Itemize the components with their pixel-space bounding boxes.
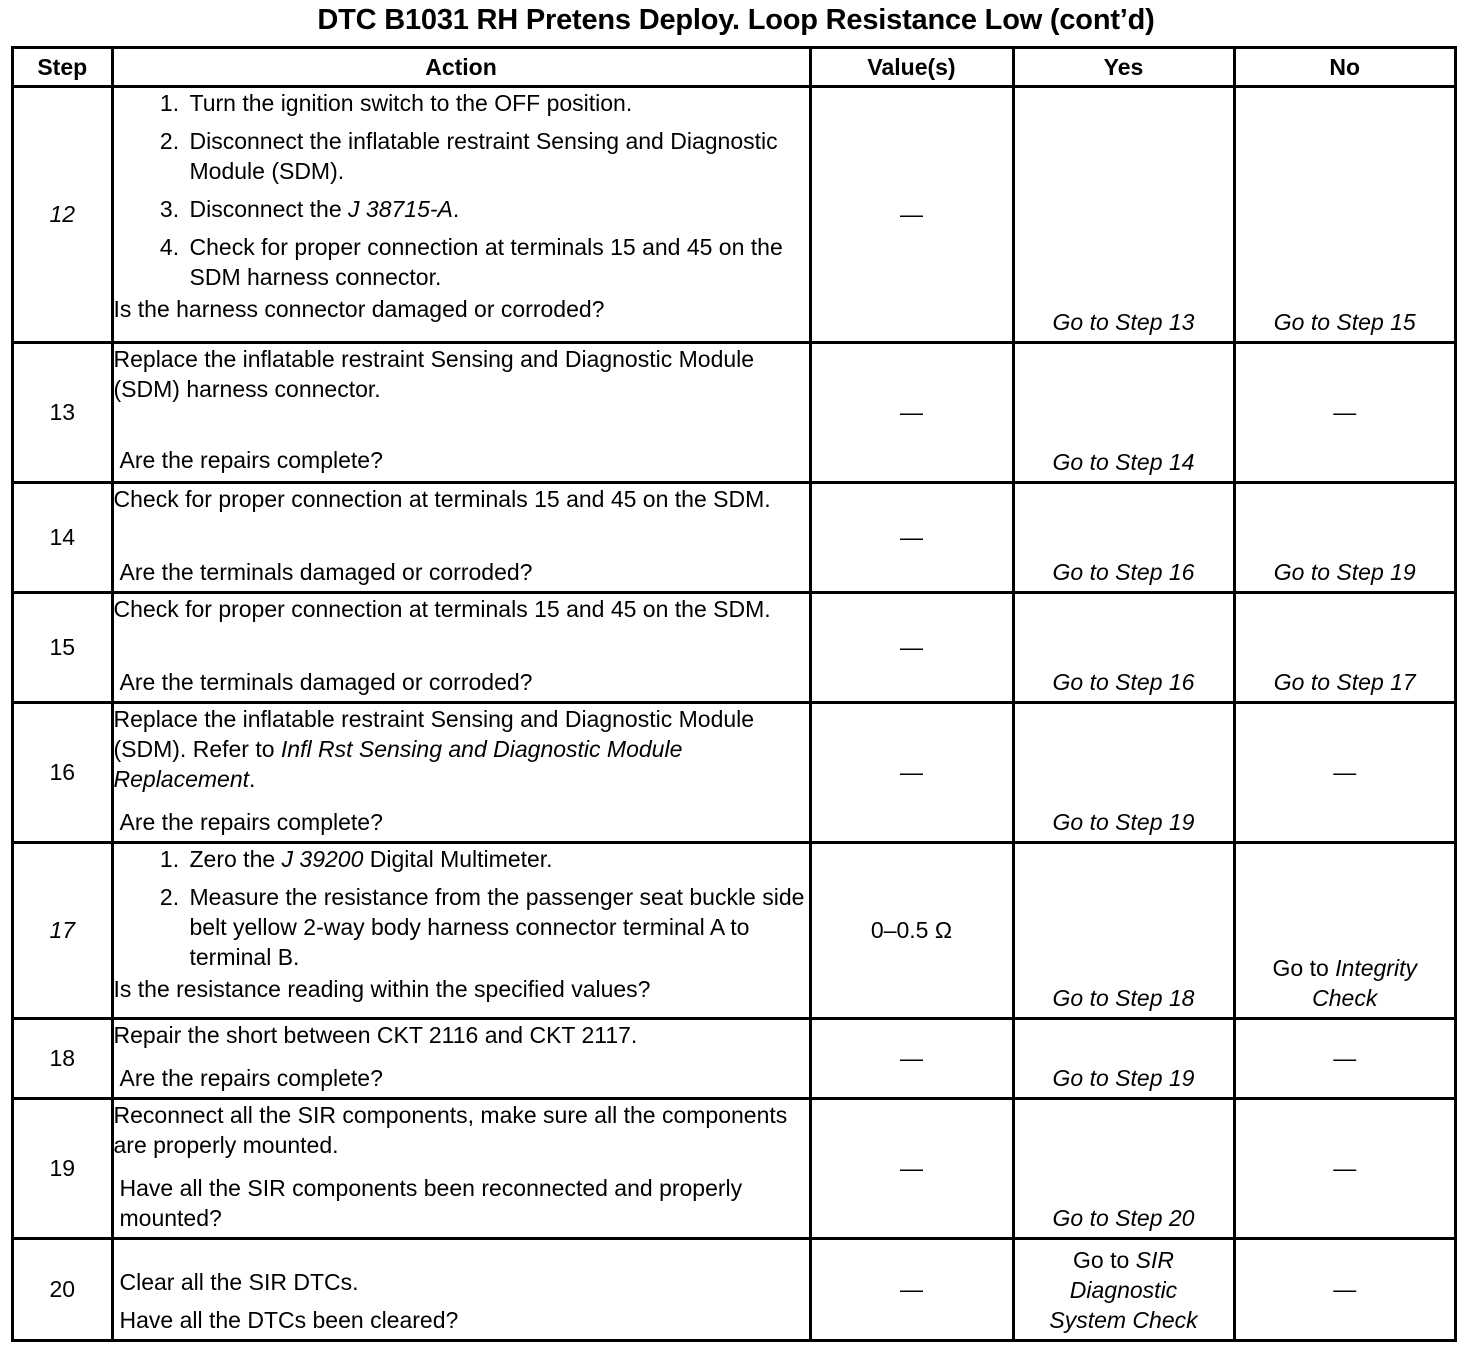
- action-text: Reconnect all the SIR components, make sure all the components are properly mounted.: [113, 1102, 788, 1158]
- yes-link[interactable]: Go to Step 18: [1052, 985, 1195, 1011]
- action-question: Is the resistance reading within the specified values?: [113, 976, 651, 1002]
- header-values: Value(s): [810, 49, 1013, 87]
- action-text: Repair the short between CKT 2116 and CKT 2117.: [113, 1022, 638, 1048]
- action-item: 2. Disconnect the inflatable restraint Sensing and Diagnostic Module (SDM).: [186, 126, 809, 186]
- yes-link[interactable]: Go to SIR Diagnostic System Check: [1049, 1246, 1198, 1333]
- action-cell: [112, 483, 810, 593]
- action-cell: [112, 87, 810, 343]
- action-text: Clear all the SIR DTCs.: [119, 1269, 359, 1295]
- table-row: [14, 483, 1454, 593]
- action-question: Are the terminals damaged or corroded?: [119, 669, 533, 695]
- yes-link[interactable]: Go to Step 20: [1052, 1205, 1195, 1231]
- table-row: [14, 87, 1454, 343]
- table-row: [14, 1239, 1454, 1340]
- action-item: 1. Zero the J 39200 Digital Multimeter.: [186, 844, 809, 874]
- action-text: Check for proper connection at terminals 15 and 45 on the SDM.: [113, 596, 771, 622]
- tool-reference: J 38715-A: [348, 196, 453, 222]
- value-cell: —: [810, 703, 1013, 843]
- action-cell: [112, 703, 810, 843]
- action-question: Are the repairs complete?: [119, 1065, 383, 1091]
- no-cell: [1234, 593, 1454, 703]
- table-row: [14, 843, 1454, 1019]
- table-row: [14, 1099, 1454, 1239]
- action-question: Are the terminals damaged or corroded?: [119, 559, 533, 585]
- page-title: DTC B1031 RH Pretens Deploy. Loop Resistance Low (cont’d): [317, 4, 1155, 36]
- header-step: Step: [14, 49, 112, 87]
- action-cell: [112, 843, 810, 1019]
- action-cell: [112, 1099, 810, 1239]
- table-row: [14, 343, 1454, 483]
- yes-link[interactable]: Go to Step 16: [1052, 669, 1195, 695]
- header-no: No: [1234, 49, 1454, 87]
- no-cell: [1234, 843, 1454, 1019]
- action-item: 3. Disconnect the J 38715-A.: [186, 194, 809, 224]
- yes-link[interactable]: Go to Step 16: [1052, 559, 1195, 585]
- action-item: 2. Measure the resistance from the passenger seat buckle side belt yellow 2-way body harness connector terminal A to terminal B.: [186, 882, 809, 972]
- table-row: [14, 1019, 1454, 1099]
- action-question: Have all the SIR components been reconnected and properly mounted?: [119, 1175, 743, 1231]
- value-cell: —: [810, 593, 1013, 703]
- action-cell: [112, 1019, 810, 1099]
- yes-cell: [1013, 593, 1234, 703]
- yes-link[interactable]: Go to Step 19: [1052, 809, 1195, 835]
- step-number: 20: [14, 1239, 112, 1340]
- header-row: [14, 49, 1454, 87]
- action-text: Check for proper connection at terminals 15 and 45 on the SDM.: [113, 486, 771, 512]
- value-cell: 0–0.5 Ω: [810, 843, 1013, 1019]
- no-cell: [1234, 483, 1454, 593]
- table-row: [14, 703, 1454, 843]
- step-number: 14: [14, 483, 112, 593]
- yes-cell: [1013, 1019, 1234, 1099]
- no-cell: —: [1234, 1239, 1454, 1340]
- yes-link[interactable]: Go to Step 14: [1052, 449, 1195, 475]
- action-question: Is the harness connector damaged or corroded?: [113, 296, 605, 322]
- yes-link[interactable]: Go to Step 13: [1052, 309, 1195, 335]
- action-question: Have all the DTCs been cleared?: [119, 1307, 459, 1333]
- step-number: 12: [14, 87, 112, 343]
- no-link[interactable]: Go to Step 19: [1273, 559, 1416, 585]
- header-action: Action: [112, 49, 810, 87]
- step-number: 17: [14, 843, 112, 1019]
- no-cell: —: [1234, 1099, 1454, 1239]
- action-question: Are the repairs complete?: [119, 809, 383, 835]
- action-item: 4. Check for proper connection at terminals 15 and 45 on the SDM harness connector.: [186, 232, 809, 292]
- no-cell: [1234, 87, 1454, 343]
- reference-link[interactable]: Infl Rst Sensing and Diagnostic Module Replacement: [113, 736, 683, 792]
- value-cell: —: [810, 1239, 1013, 1340]
- action-cell: [112, 593, 810, 703]
- action-text: Replace the inflatable restraint Sensing and Diagnostic Module (SDM). Refer to Infl Rst Sensing and Diagnostic Module Replacement.: [113, 706, 755, 792]
- no-link[interactable]: Go to Step 17: [1273, 669, 1416, 695]
- action-text: Replace the inflatable restraint Sensing and Diagnostic Module (SDM) harness connector.: [113, 346, 755, 402]
- value-cell: —: [810, 1099, 1013, 1239]
- step-number: 13: [14, 343, 112, 483]
- action-item: 1. Turn the ignition switch to the OFF position.: [186, 88, 809, 118]
- step-number: 19: [14, 1099, 112, 1239]
- step-number: 16: [14, 703, 112, 843]
- action-question: Are the repairs complete?: [119, 447, 383, 473]
- no-cell: —: [1234, 343, 1454, 483]
- value-cell: —: [810, 1019, 1013, 1099]
- action-cell: [112, 343, 810, 483]
- yes-link[interactable]: Go to Step 19: [1052, 1065, 1195, 1091]
- table-row: [14, 593, 1454, 703]
- diagnostic-table: [14, 49, 1454, 1339]
- no-cell: —: [1234, 1019, 1454, 1099]
- yes-cell: [1013, 703, 1234, 843]
- no-cell: —: [1234, 703, 1454, 843]
- value-cell: —: [810, 343, 1013, 483]
- yes-cell: [1013, 843, 1234, 1019]
- yes-cell: [1013, 483, 1234, 593]
- yes-cell: [1013, 1239, 1234, 1340]
- yes-cell: [1013, 343, 1234, 483]
- value-cell: —: [810, 87, 1013, 343]
- header-yes: Yes: [1013, 49, 1234, 87]
- no-link[interactable]: Go to Step 15: [1273, 309, 1416, 335]
- yes-cell: [1013, 87, 1234, 343]
- step-number: 15: [14, 593, 112, 703]
- step-number: 18: [14, 1019, 112, 1099]
- action-cell: [112, 1239, 810, 1340]
- value-cell: —: [810, 483, 1013, 593]
- yes-cell: [1013, 1099, 1234, 1239]
- no-link[interactable]: Go to Integrity Check: [1272, 955, 1417, 1011]
- tool-reference: J 39200: [281, 846, 364, 872]
